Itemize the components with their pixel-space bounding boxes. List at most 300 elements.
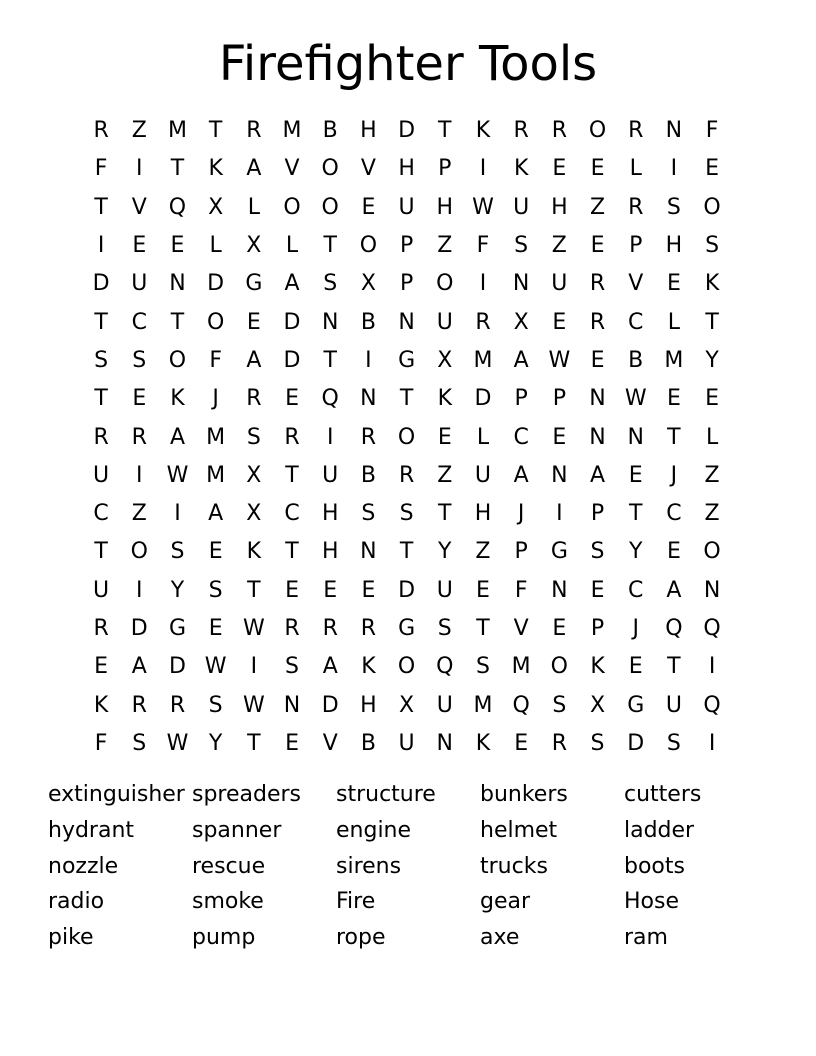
grid-letter: K (246, 539, 262, 565)
grid-letter: E (437, 424, 452, 450)
word-list-item: pump (192, 925, 256, 951)
grid-letter: P (399, 271, 414, 297)
grid-letter: F (94, 156, 108, 182)
grid-letter: D (92, 271, 110, 297)
grid-letter: E (590, 233, 605, 259)
grid-letter: Q (168, 194, 187, 220)
grid-letter: I (479, 156, 487, 182)
word-list-item: pike (48, 925, 94, 951)
word-list-item: spanner (192, 817, 282, 843)
grid-row (82, 495, 732, 533)
grid-letter: M (473, 692, 493, 718)
grid-letter: R (169, 692, 186, 718)
grid-letter: R (398, 462, 415, 488)
grid-letter: U (131, 271, 148, 297)
grid-letter: R (131, 424, 147, 450)
grid-letter: M (206, 424, 226, 450)
grid-letter: K (475, 730, 491, 756)
word-list-item: structure (336, 782, 436, 807)
grid-letter: L (705, 424, 719, 450)
grid-letter: U (398, 194, 415, 220)
grid-row (82, 725, 732, 763)
grid-letter: E (170, 233, 185, 259)
word-list-item: ram (624, 925, 668, 951)
grid-letter: P (438, 156, 452, 182)
word-list-item: trucks (480, 853, 548, 879)
grid-letter: A (513, 347, 529, 373)
grid-letter: R (246, 118, 262, 144)
grid-letter: T (438, 501, 452, 527)
grid-letter: I (97, 233, 105, 259)
word-list-item: rescue (192, 853, 266, 879)
grid-letter: Z (437, 233, 453, 259)
grid-letter: N (627, 424, 644, 450)
grid-letter: N (551, 462, 568, 488)
grid-letter: D (168, 654, 186, 680)
grid-letter: E (476, 577, 490, 603)
grid-letter: T (399, 539, 414, 565)
grid-letter: I (556, 501, 563, 527)
grid-letter: U (474, 462, 492, 488)
grid-letter: U (436, 309, 453, 335)
grid-letter: Q (321, 386, 339, 412)
grid-letter: O (703, 539, 721, 565)
grid-letter: P (514, 386, 528, 412)
grid-letter: W (166, 730, 189, 756)
grid-row (82, 150, 732, 188)
grid-letter: E (552, 424, 567, 450)
grid-letter: E (552, 616, 567, 641)
grid-letter: I (708, 654, 716, 680)
grid-letter: O (321, 156, 339, 182)
grid-letter: R (551, 118, 567, 144)
grid-letter: E (552, 156, 567, 182)
grid-letter: J (632, 616, 639, 641)
grid-letter: R (551, 730, 567, 756)
grid-letter: U (398, 730, 415, 756)
grid-letter: O (130, 539, 148, 565)
grid-letter: A (513, 462, 529, 488)
grid-letter: X (360, 271, 376, 297)
grid-letter: R (93, 616, 109, 641)
grid-letter: A (246, 156, 262, 182)
grid-letter: O (168, 347, 187, 373)
grid-letter: E (628, 462, 643, 488)
grid-letter: R (360, 424, 377, 450)
grid-letter: L (629, 156, 642, 182)
grid-letter: C (666, 501, 682, 527)
word-list-item: ladder (624, 817, 695, 843)
grid-letter: I (136, 156, 143, 182)
grid-letter: U (93, 577, 110, 603)
grid-letter: N (551, 577, 568, 603)
grid-letter: Z (704, 501, 720, 527)
grid-letter: V (628, 271, 644, 297)
grid-letter: B (322, 118, 338, 144)
grid-letter: O (397, 654, 416, 680)
grid-letter: T (94, 309, 108, 335)
grid-letter: S (590, 539, 605, 565)
grid-letter: N (703, 577, 721, 603)
grid-letter: E (285, 730, 299, 756)
grid-letter: P (514, 539, 528, 565)
grid-letter: X (208, 194, 224, 220)
grid-letter: G (398, 347, 416, 373)
grid-letter: T (94, 539, 108, 565)
grid-letter: T (247, 577, 261, 603)
grid-letter: Q (665, 616, 683, 641)
grid-letter: D (627, 730, 645, 756)
grid-letter: C (628, 577, 644, 603)
grid-letter: D (398, 118, 416, 144)
grid-letter: T (170, 309, 185, 335)
grid-row (82, 648, 732, 686)
grid-letter: D (398, 577, 416, 603)
grid-letter: A (284, 271, 300, 297)
grid-letter: E (285, 386, 299, 412)
word-list-item: cutters (624, 782, 702, 807)
grid-letter: A (666, 577, 682, 603)
grid-letter: O (283, 194, 301, 220)
grid-letter: I (136, 462, 143, 488)
grid-row (82, 610, 732, 648)
grid-letter: B (360, 730, 376, 756)
grid-letter: A (322, 654, 338, 680)
grid-letter: R (284, 424, 300, 450)
grid-letter: S (323, 271, 338, 297)
grid-letter: R (322, 616, 338, 641)
grid-letter: R (589, 271, 606, 297)
grid-letter: W (624, 386, 647, 412)
grid-letter: I (670, 156, 678, 182)
grid-letter: C (513, 424, 529, 450)
grid-row (82, 686, 732, 724)
grid-letter: V (322, 730, 338, 756)
grid-letter: R (628, 118, 644, 144)
grid-letter: E (666, 271, 681, 297)
grid-letter: T (247, 730, 261, 756)
grid-letter: Y (208, 730, 223, 756)
grid-letter: R (360, 616, 377, 641)
grid-letter: W (242, 692, 265, 718)
grid-letter: Q (512, 692, 530, 718)
grid-letter: D (283, 309, 301, 335)
grid-letter: N (512, 271, 530, 297)
grid-letter: D (130, 616, 148, 641)
grid-letter: T (323, 347, 337, 373)
grid-letter: Z (589, 194, 606, 220)
grid-letter: Q (436, 654, 454, 680)
grid-letter: A (590, 462, 606, 488)
grid-letter: U (322, 462, 339, 488)
grid-letter: Z (131, 118, 147, 144)
grid-letter: E (705, 156, 720, 182)
grid-letter: I (174, 501, 181, 527)
grid-letter: H (360, 692, 377, 718)
grid-letter: N (283, 692, 301, 718)
grid-letter: O (436, 271, 454, 297)
grid-letter: L (285, 233, 299, 259)
grid-letter: P (590, 616, 605, 641)
grid-letter: N (665, 118, 683, 144)
grid-letter: S (208, 692, 223, 718)
grid-letter: V (284, 156, 300, 182)
grid-row (82, 380, 732, 418)
grid-letter: B (360, 309, 376, 335)
grid-letter: V (131, 194, 147, 220)
grid-row (82, 189, 732, 227)
grid-letter: K (513, 156, 529, 182)
grid-letter: H (360, 118, 377, 144)
grid-letter: Z (475, 539, 491, 565)
grid-letter: S (208, 577, 223, 603)
grid-letter: O (397, 424, 416, 450)
word-list-item: axe (480, 925, 520, 951)
word-list-item: helmet (480, 817, 558, 843)
grid-letter: I (136, 577, 143, 603)
grid-letter: P (590, 501, 605, 527)
grid-letter: R (513, 118, 529, 144)
grid-letter: R (93, 118, 109, 144)
grid-letter: H (665, 233, 683, 259)
grid-row (82, 418, 732, 456)
grid-row (82, 342, 732, 380)
grid-letter: E (590, 577, 605, 603)
grid-letter: R (589, 309, 606, 335)
grid-letter: S (170, 539, 185, 565)
grid-letter: V (513, 616, 529, 641)
grid-letter: V (360, 156, 376, 182)
grid-letter: F (705, 118, 719, 144)
grid-letter: R (628, 194, 644, 220)
grid-letter: S (514, 233, 529, 259)
grid-letter: N (360, 386, 377, 412)
grid-letter: U (93, 462, 110, 488)
word-list-item: rope (336, 925, 386, 951)
grid-letter: U (436, 692, 453, 718)
grid-letter: L (476, 424, 490, 450)
grid-letter: E (208, 616, 223, 641)
grid-letter: K (704, 271, 720, 297)
grid-letter: E (552, 309, 567, 335)
grid-letter: E (590, 156, 605, 182)
grid-letter: S (666, 730, 681, 756)
grid-letter: K (361, 654, 376, 680)
grid-letter: U (665, 692, 682, 718)
grid-letter: N (169, 271, 186, 297)
grid-letter: E (361, 194, 376, 220)
grid-letter: K (208, 156, 223, 182)
grid-letter: E (246, 309, 261, 335)
grid-letter: G (627, 692, 645, 718)
grid-letter: E (514, 730, 529, 756)
grid-letter: E (666, 386, 681, 412)
grid-letter: C (284, 501, 300, 527)
word-list-item: boots (624, 853, 685, 879)
grid-letter: Y (438, 539, 452, 565)
page-title: Firefighter Tools (218, 36, 598, 92)
grid-letter: P (399, 233, 414, 259)
grid-letter: R (246, 386, 262, 412)
grid-letter: W (472, 194, 494, 220)
grid-letter: A (169, 424, 185, 450)
grid-letter: A (246, 347, 262, 373)
grid-letter: E (590, 347, 605, 373)
grid-letter: T (285, 539, 299, 565)
grid-letter: E (94, 654, 109, 680)
grid-letter: S (132, 347, 147, 373)
grid-letter: I (365, 347, 372, 373)
grid-letter: X (437, 347, 453, 373)
grid-letter: Z (551, 233, 567, 259)
grid-row (82, 112, 732, 150)
grid-letter: O (703, 194, 721, 220)
grid-letter: Y (628, 539, 643, 565)
grid-letter: S (666, 194, 681, 220)
grid-letter: S (475, 654, 490, 680)
grid-letter: F (209, 347, 222, 373)
grid-letter: E (132, 386, 147, 412)
grid-letter: U (513, 194, 530, 220)
grid-row (82, 303, 732, 341)
grid-row (82, 457, 732, 495)
grid-letter: N (321, 309, 339, 335)
grid-letter: X (246, 462, 262, 488)
grid-letter: E (628, 654, 643, 680)
grid-letter: X (246, 233, 262, 259)
grid-letter: E (361, 577, 376, 603)
grid-letter: D (207, 271, 225, 297)
word-list (48, 777, 768, 956)
grid-letter: R (93, 424, 109, 450)
grid-letter: R (284, 616, 300, 641)
grid-letter: U (436, 577, 453, 603)
grid-letter: S (437, 616, 452, 641)
grid-letter: I (479, 271, 487, 297)
grid-row (82, 227, 732, 265)
grid-letter: N (589, 424, 606, 450)
grid-letter: T (208, 118, 223, 144)
grid-letter: X (589, 692, 606, 718)
grid-letter: H (321, 539, 339, 565)
grid-letter: W (242, 616, 265, 641)
grid-letter: R (475, 309, 491, 335)
grid-letter: T (628, 501, 643, 527)
grid-letter: D (321, 692, 339, 718)
grid-letter: D (283, 347, 301, 373)
grid-letter: X (513, 309, 529, 335)
grid-row (82, 572, 732, 610)
grid-letter: S (94, 347, 109, 373)
grid-letter: T (323, 233, 337, 259)
grid-letter: N (589, 386, 606, 412)
letter-grid (82, 112, 732, 763)
word-list-item: Fire (336, 889, 376, 915)
word-list-item: radio (48, 889, 105, 915)
grid-letter: M (206, 462, 226, 488)
grid-letter: M (473, 347, 493, 373)
grid-letter: T (170, 156, 185, 182)
word-list-item: engine (336, 817, 412, 843)
word-list-item: gear (480, 889, 531, 915)
grid-letter: Y (705, 347, 719, 373)
grid-letter: S (705, 233, 720, 259)
grid-letter: C (93, 501, 109, 527)
grid-letter: K (475, 118, 491, 144)
grid-letter: U (551, 271, 568, 297)
grid-letter: I (326, 424, 334, 450)
grid-letter: N (398, 309, 415, 335)
grid-letter: H (551, 194, 568, 220)
grid-letter: P (552, 386, 566, 412)
grid-letter: X (399, 692, 415, 718)
grid-letter: F (94, 730, 108, 756)
grid-letter: X (246, 501, 262, 527)
grid-letter: Z (131, 501, 147, 527)
grid-letter: H (474, 501, 492, 527)
grid-letter: L (247, 194, 260, 220)
word-list-item: bunkers (480, 782, 568, 807)
grid-letter: S (246, 424, 261, 450)
grid-letter: A (131, 654, 147, 680)
grid-letter: L (667, 309, 681, 335)
grid-letter: S (132, 730, 147, 756)
grid-letter: R (131, 692, 147, 718)
grid-letter: O (359, 233, 378, 259)
grid-letter: E (666, 539, 681, 565)
grid-letter: E (132, 233, 147, 259)
grid-letter: E (323, 577, 338, 603)
grid-letter: K (437, 386, 452, 412)
grid-letter: H (436, 194, 454, 220)
grid-letter: S (399, 501, 414, 527)
grid-letter: W (548, 347, 571, 373)
grid-letter: K (93, 692, 109, 718)
grid-letter: K (170, 386, 185, 412)
word-list-item: nozzle (48, 853, 119, 879)
grid-letter: Z (704, 462, 720, 488)
grid-letter: C (131, 309, 147, 335)
grid-letter: T (94, 386, 108, 412)
word-list-item: sirens (336, 853, 402, 879)
grid-letter: Q (703, 616, 721, 641)
grid-letter: N (360, 539, 377, 565)
grid-letter: W (204, 654, 227, 680)
grid-letter: T (399, 386, 414, 412)
grid-letter: G (245, 271, 263, 297)
grid-letter: B (628, 347, 644, 373)
grid-letter: L (209, 233, 222, 259)
grid-letter: T (438, 118, 452, 144)
grid-letter: B (360, 462, 376, 488)
grid-letter: M (664, 347, 684, 373)
grid-letter: T (285, 462, 299, 488)
grid-letter: T (94, 194, 108, 220)
grid-letter: J (517, 501, 525, 527)
grid-letter: C (628, 309, 644, 335)
grid-letter: S (552, 692, 567, 718)
grid-letter: A (208, 501, 224, 527)
grid-letter: M (167, 118, 187, 144)
grid-letter: S (590, 730, 605, 756)
grid-letter: J (212, 386, 219, 412)
grid-letter: E (285, 577, 299, 603)
grid-letter: T (667, 654, 681, 680)
grid-letter: E (208, 539, 223, 565)
grid-letter: G (398, 616, 416, 641)
grid-letter: J (670, 462, 678, 488)
word-list-item: Hose (624, 889, 679, 915)
